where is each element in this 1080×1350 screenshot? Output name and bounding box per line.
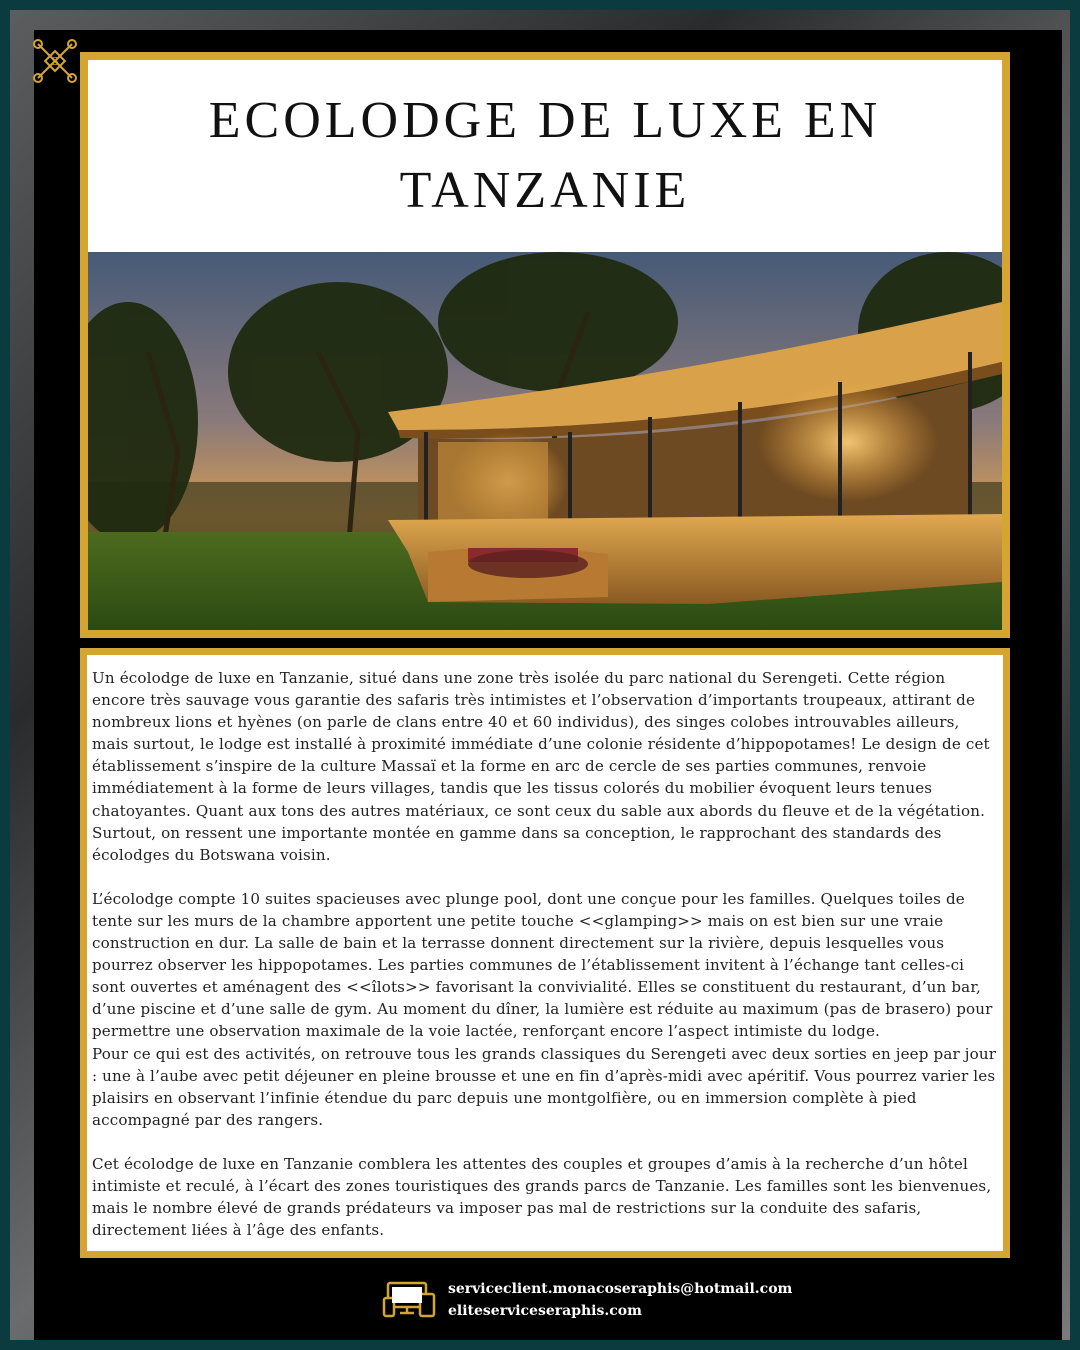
description-card — [80, 648, 1010, 1258]
paragraph-conclusion: Cet écolodge de luxe en Tanzanie comblera les attentes des couples et groupes d’amis à la recherche d’un hôtel intimiste et reculé, à l’écart des zones touristiques des grands parcs de Tanzanie. Les familles sont les bienvenues, mais le nombre élevé de grands prédateurs va imposer pas mal de restrictions sur la conduite des safaris, directement liées à l’âge des enfants. — [92, 1154, 992, 1240]
svg-text:S: S — [51, 55, 59, 68]
lodge-photo — [88, 252, 1002, 630]
contact-email-link[interactable]: serviceclient.monacoseraphis@hotmail.com — [448, 1281, 793, 1297]
devices-icon — [382, 1280, 440, 1320]
title-panel — [88, 60, 1002, 252]
paragraph-activities: Pour ce qui est des activités, on retrouve tous les grands classiques du Serengeti avec deux sorties en jeep par jour : une à l’aube avec petit déjeuner en pleine brousse et une en fin d’après-midi avec apéritif. Vous pourrez varier les plaisirs en observant l’infinie étendue du parc depuis une montgolfière, ou en immersion complète à pied accompagné par des rangers. — [92, 1044, 997, 1129]
website-link[interactable]: eliteserviceseraphis.com — [448, 1303, 642, 1319]
contact-footer — [382, 1278, 792, 1322]
paragraph-suites: L’écolodge compte 10 suites spacieuses avec plunge pool, dont une conçue pour les familles. Quelques toiles de tente sur les murs de la chambre apportent une petite touche <<glamping>> mais on est bien sur une vraie construction en dur. La salle de bain et la terrasse donnent directement sur la rivière, depuis lesquelles vous pourrez observer les hippopotames. Les parties communes de l’établissement invitent à l’échange tant celles-ci sont ouvertes et aménagent des <<îlots>> favorisant la convivialité. Elles se constituent du restaurant, d’un bar, d’une piscine et d’une salle de gym. Au moment du dîner, la lumière est réduite au maximum (pas de brasero) pour permettre une observation maximale de la voie lactée, renforçant encore l’aspect intimiste du lodge. — [92, 889, 993, 1041]
header-card — [80, 52, 1010, 638]
seraphis-keys-emblem-icon — [30, 36, 80, 86]
title-line-1: ECOLODGE DE LUXE EN — [208, 92, 882, 149]
title-line-2: TANZANIE — [399, 162, 691, 219]
paragraph-intro: Un écolodge de luxe en Tanzanie, situé dans une zone très isolée du parc national du Serengeti. Cette région encore très sauvage vous garantie des safaris très intimistes et l’observation d’importants troupeaux, attirant de nombreux lions et hyènes (on parle de clans entre 40 et 60 individus), des singes colobes introuvables ailleurs, mais surtout, le lodge est installé à proximité immédiate d’une colonie résidente d’hippopotames! Le design de cet établissement s’inspire de la culture Massaï et la forme en arc de cercle de ses parties communes, renvoie immédiatement à la forme de leurs villages, tandis que les tissus colorés du mobilier évoquent leurs tenues chatoyantes. Quant aux tons des autres matériaux, ce sont ceux du sable aux abords du fleuve et de la végétation. Surtout, on ressent une importante montée en gamme dans sa conception, le rapprochant des standards des écolodges du Botswana voisin. — [92, 669, 990, 864]
page-title — [209, 86, 881, 226]
description-text — [87, 655, 1003, 1251]
